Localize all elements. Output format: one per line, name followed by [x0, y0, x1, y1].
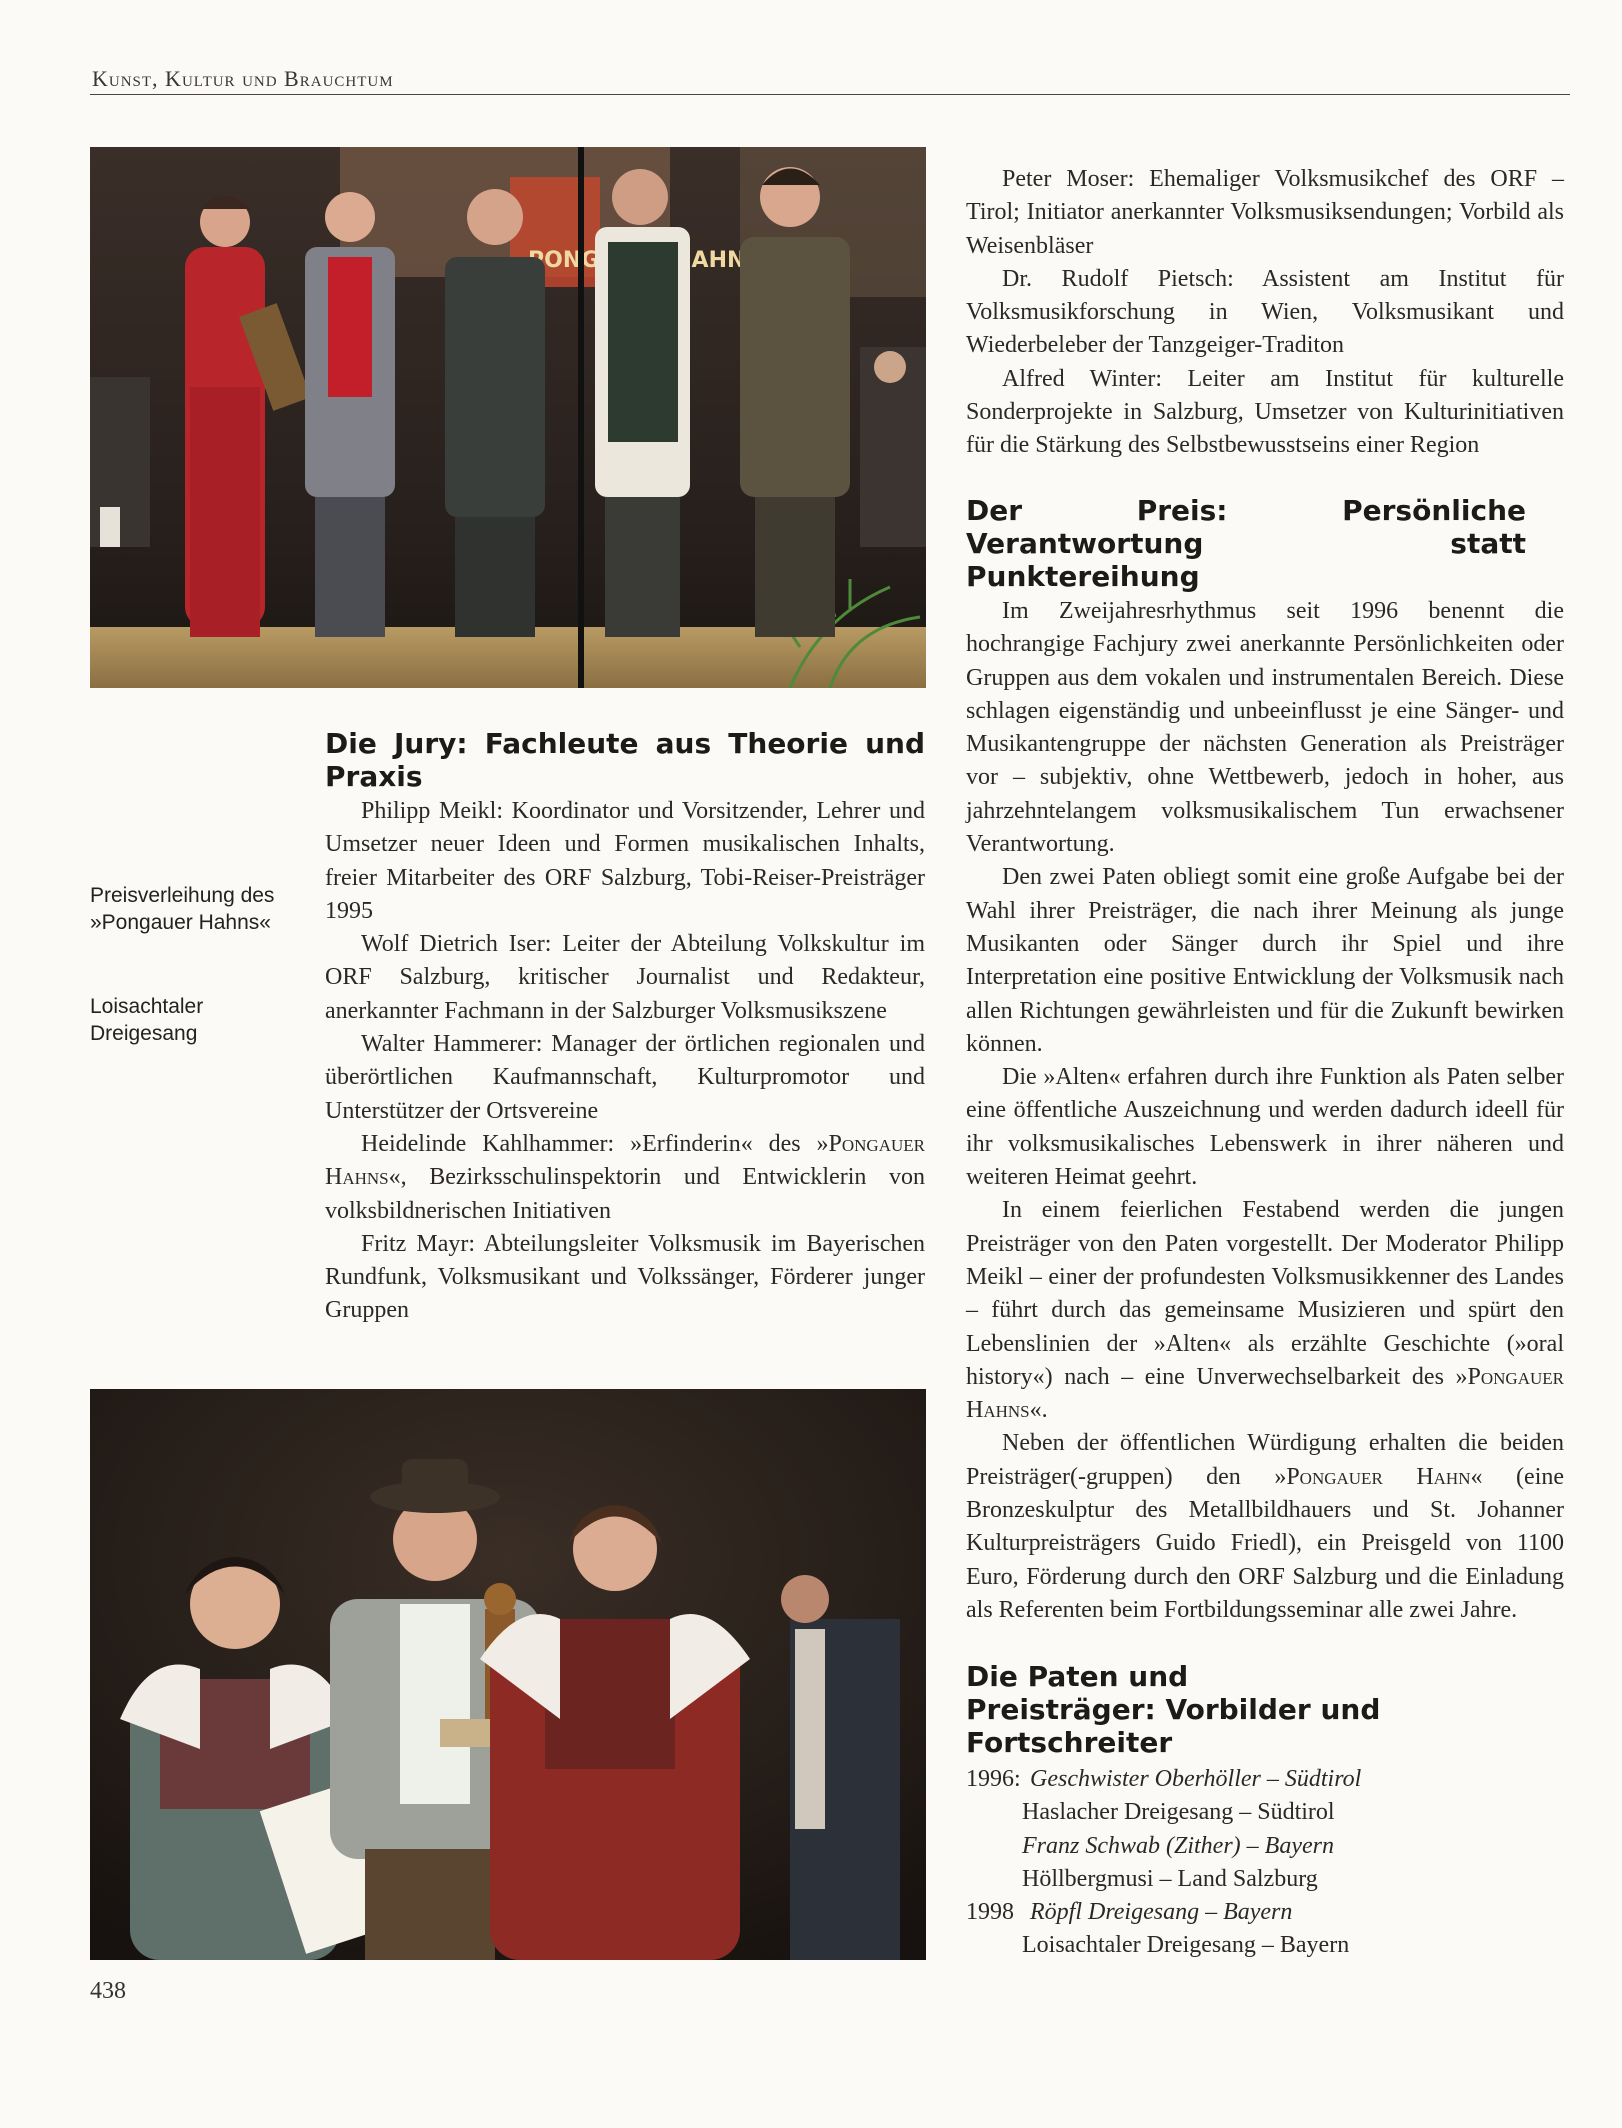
winners-list — [966, 1763, 1564, 1963]
preis-paragraph-4: In einem feierlichen Festabend werden die jungen Preisträger von den Paten vorgestellt. Der Moderator Philipp Meikl – einer der profundesten Volksmusikkenner des Landes – führt durch das gemeinsame Musizieren und spürt den Lebenslinien der »Alten« als erzählte Geschichte (»oral history«) nach – eine Unverwechselbarkeit des »Pongauer Hahns«. — [966, 1197, 1564, 1424]
caption-ceremony: Preisverleihung des »Pongauer Hahns« — [90, 884, 275, 934]
running-title: Kunst, Kultur und Brauchtum — [92, 66, 394, 91]
preis-paragraph-2: Den zwei Paten obliegt somit eine große Aufgabe bei der Wahl ihrer Preisträger, die nach ihrer Meinung als junge Musikanten oder Sänger durch ihr Spiel und ihre Interpretation eine positive Entwicklung der Volksmusik nach allen Richtungen gewährleisten und für die Zukunft bewirken können. — [966, 864, 1564, 1057]
winner-name: Franz Schwab (Zither) – Bayern — [1022, 1832, 1334, 1859]
list-item — [966, 1763, 1564, 1796]
banner-text: HAHN — [673, 248, 746, 273]
preis-paragraph-1: Im Zweijahresrhythmus seit 1996 benennt die hochrangige Fachjury zwei anerkannte Persönlichkeiten oder Gruppen aus dem vokalen und instrumentalen Bereich. Diese schlagen eigenständig und unbeeinflusst je eine Sänger- und Musikantengruppe der nächsten Generation als Preisträger vor – subjektiv, ohne Wettbewerb, jedoch in hoher, aus jahrzehntelangem volksmusikalischem Tun erwachsener Verantwortung. — [966, 598, 1564, 858]
jury-member-iser: Wolf Dietrich Iser: Leiter der Abteilung Volkskultur im ORF Salzburg, kritischer Journalist und Redakteur, anerkannter Fachmann in der Salzburger Volksmusikszene — [325, 931, 925, 1024]
preis-heading: Der Preis: Persönliche Verantwortung statt Punktereihung — [966, 494, 1526, 593]
year-1996: 1996: — [966, 1766, 1021, 1792]
preis-paragraph-3: Die »Alten« erfahren durch ihre Funktion als Paten selber eine öffentliche Auszeichnung und werden dadurch ideell für ihr volksmusikalisches Lebenswerk in ihrer näheren und weiteren Heimat geehrt. — [966, 1064, 1564, 1191]
winner-name: Höllbergmusi – Land Salzburg — [1022, 1865, 1318, 1892]
jury-member-moser: Peter Moser: Ehemaliger Volksmusikchef des ORF – Tirol; Initiator anerkannter Volksmusiksendungen; Vorbild als Weisenbläser — [966, 166, 1564, 259]
paten-section — [966, 1660, 1564, 1963]
year-1998: 1998 — [966, 1899, 1014, 1926]
list-item — [966, 1929, 1564, 1962]
winner-name: Loisachtaler Dreigesang – Bayern — [1022, 1932, 1350, 1959]
ceremony-photo — [90, 147, 926, 688]
winner-name: Haslacher Dreigesang – Südtirol — [1022, 1799, 1335, 1826]
jury-member-mayr: Fritz Mayr: Abteilungsleiter Volksmusik im Bayerischen Rundfunk, Volksmusikant und Volkssänger, Förderer junger Gruppen — [325, 1230, 925, 1324]
page-number: 438 — [90, 1978, 126, 2004]
jury-heading: Die Jury: Fachleute aus Theorie und Praxis — [325, 727, 925, 793]
preis-section — [966, 494, 1564, 1627]
jury-member-pietsch: Dr. Rudolf Pietsch: Assistent am Institut für Volksmusikforschung in Wien, Volksmusikant und Wiederbeleber der Tanzgeiger-Traditon — [966, 265, 1564, 359]
caption-dreigesang: Loisachtaler Dreigesang — [90, 995, 204, 1045]
jury-section — [325, 727, 925, 1328]
dreigesang-photo — [90, 1389, 926, 1960]
jury-member-kahlhammer: Heidelinde Kahlhammer: »Erfinderin« des »Pongauer Hahns«, Bezirksschulinspektorin und Entwicklerin von volksbildnerischen Initiativen — [325, 1130, 925, 1224]
jury-member-hammerer: Walter Hammerer: Manager der örtlichen regionalen und überörtlichen Kaufmannschaft, Kulturpromotor und Unterstützer der Ortsvereine — [325, 1031, 925, 1124]
jury-continued — [966, 163, 1564, 463]
jury-member-meikl: Philipp Meikl: Koordinator und Vorsitzender, Lehrer und Umsetzer neuer Ideen und Formen musikalischen Inhalts, freier Mitarbeiter des ORF Salzburg, Tobi-Reiser-Preisträger 1995 — [325, 798, 925, 924]
list-item — [966, 1830, 1564, 1863]
list-item — [966, 1863, 1564, 1896]
winner-name: Röpfl Dreigesang – Bayern — [1030, 1899, 1293, 1926]
preis-paragraph-5: Neben der öffentlichen Würdigung erhalten die beiden Preisträger(-gruppen) den »Pongauer Hahn« (eine Bronzeskulptur des Metallbildhauers und St. Johanner Kulturpreisträgers Guido Friedl), ein Preisgeld von 1100 Euro, Förderung durch den ORF Salzburg und die Einladung als Referenten beim Fortbildungsseminar alle zwei Jahre. — [966, 1430, 1565, 1623]
paten-heading: Die Paten und Preisträger: Vorbilder und Fortschreiter — [966, 1660, 1381, 1759]
list-item — [966, 1796, 1564, 1829]
running-header — [90, 64, 1570, 95]
list-item — [966, 1896, 1564, 1929]
jury-member-winter: Alfred Winter: Leiter am Institut für kulturelle Sonderprojekte in Salzburg, Umsetzer von Kulturinitiativen für die Stärkung des Selbstbewusstseins einer Region — [966, 365, 1564, 459]
winner-name: Geschwister Oberhöller – Südtirol — [1030, 1766, 1362, 1792]
